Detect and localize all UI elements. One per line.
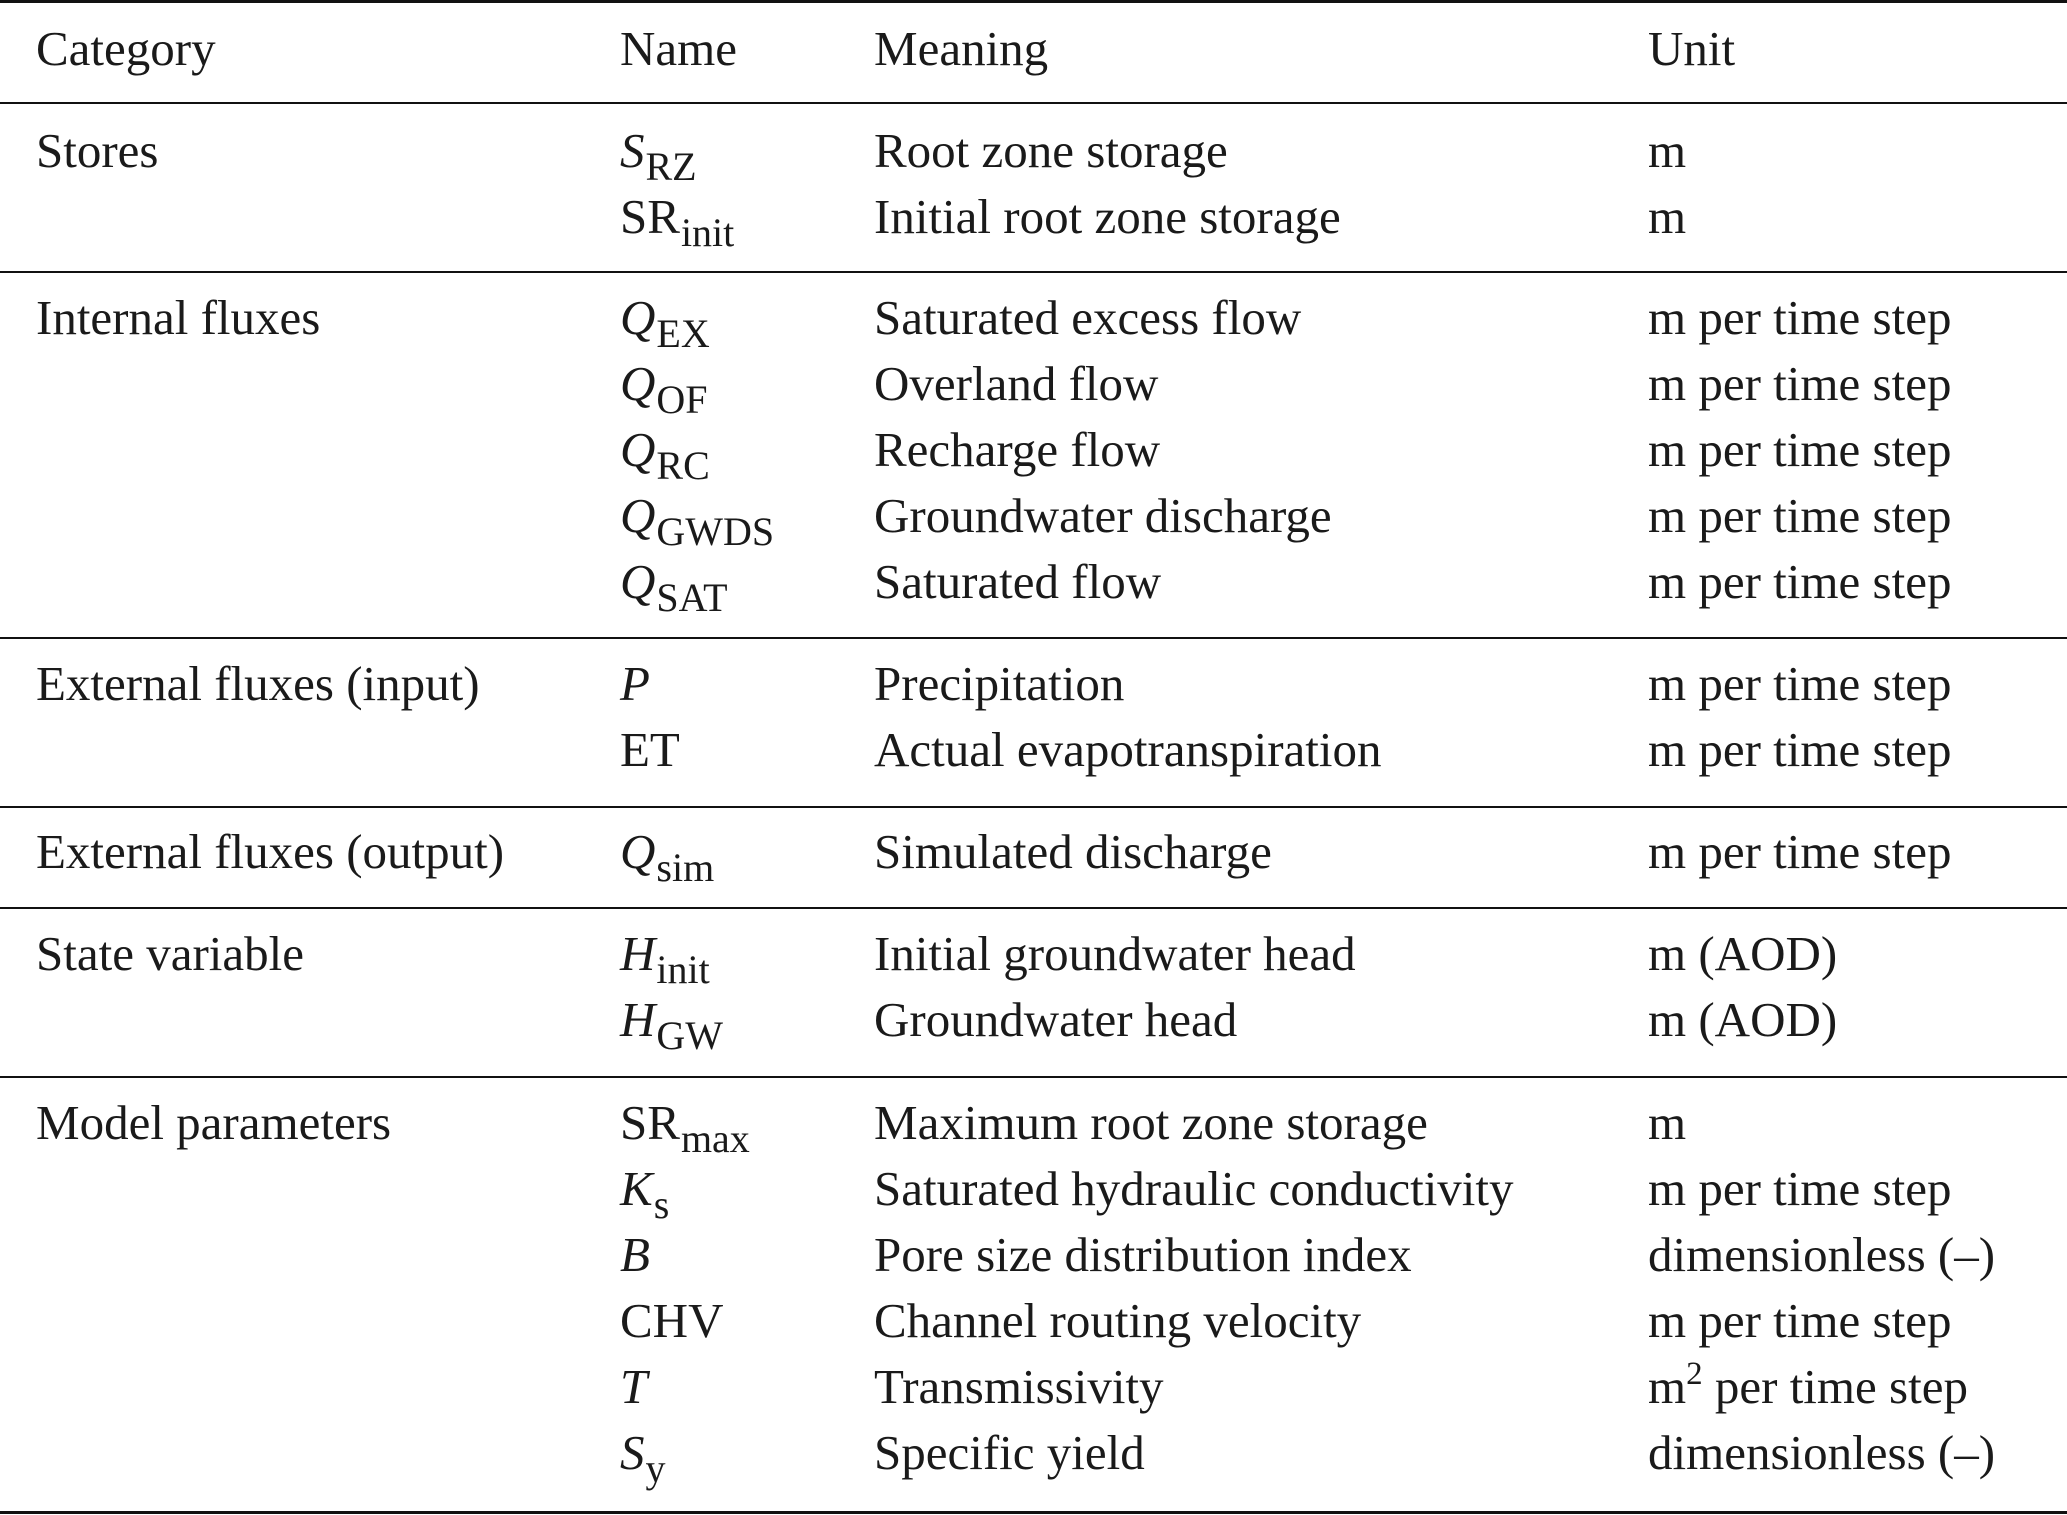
symbol-subscript: init [680, 210, 735, 255]
meaning-cell: Overland flow [874, 356, 1159, 411]
symbol-cell [620, 549, 728, 618]
unit-cell: m per time step [1648, 554, 1952, 609]
symbol-main: P [620, 656, 650, 711]
table-row [0, 1156, 2067, 1227]
meaning-cell: Pore size distribution index [874, 1227, 1412, 1282]
unit-cell: m per time step [1648, 722, 1952, 777]
meaning-cell: Precipitation [874, 656, 1125, 711]
symbol-cell [620, 921, 710, 990]
table-row [0, 1420, 2067, 1491]
symbol-main: H [620, 926, 656, 981]
table-row [0, 717, 2067, 783]
table-row [0, 819, 2067, 890]
meaning-cell: Saturated flow [874, 554, 1162, 609]
symbol-cell [620, 651, 650, 717]
table-row [0, 1354, 2067, 1420]
symbol-cell [620, 819, 714, 888]
symbol-subscript: EX [656, 311, 710, 356]
unit-cell: m [1648, 123, 1687, 178]
symbol-cell [620, 1090, 750, 1159]
meaning-cell: Actual evapotranspiration [874, 722, 1382, 777]
table-row [0, 285, 2067, 356]
table-row [0, 1288, 2067, 1354]
meaning-cell: Initial groundwater head [874, 926, 1356, 981]
unit-superscript: 2 [1686, 1356, 1703, 1392]
symbol-main: ET [620, 722, 680, 777]
meaning-cell: Transmissivity [874, 1359, 1164, 1414]
unit-cell: m per time step [1648, 656, 1952, 711]
table-row [0, 483, 2067, 554]
symbol-main: Q [620, 356, 656, 411]
symbol-main: Q [620, 422, 656, 477]
symbol-cell [620, 1354, 647, 1420]
group-rule-state-variable [0, 1076, 2067, 1078]
category-cell: External fluxes (output) [36, 824, 505, 879]
group-rule-external-input [0, 806, 2067, 808]
symbol-subscript: OF [656, 377, 708, 422]
symbol-main: Q [620, 554, 656, 609]
header-unit: Unit [1648, 21, 1736, 76]
meaning-cell: Simulated discharge [874, 824, 1272, 879]
category-cell: State variable [36, 926, 305, 981]
unit-cell: $m^2$ per time step [1648, 1356, 1968, 1414]
meaning-cell: Groundwater discharge [874, 488, 1332, 543]
unit-cell: m (AOD) [1648, 926, 1838, 981]
symbol-main: SR [620, 189, 680, 244]
table-row [0, 118, 2067, 189]
meaning-cell: Recharge flow [874, 422, 1161, 477]
symbol-subscript: GW [656, 1013, 724, 1058]
meaning-cell: Initial root zone storage [874, 189, 1341, 244]
symbol-subscript: y [645, 1446, 666, 1491]
symbol-main: Q [620, 488, 656, 543]
table-row [0, 351, 2067, 422]
unit-cell: m per time step [1648, 1293, 1952, 1348]
symbol-main: S [620, 123, 645, 178]
symbol-subscript: s [653, 1182, 670, 1227]
unit-cell: m per time step [1648, 290, 1952, 345]
meaning-cell: Root zone storage [874, 123, 1228, 178]
unit-cell: m [1648, 189, 1687, 244]
table-row [0, 417, 2067, 488]
symbol-main: H [620, 992, 656, 1047]
symbol-main: T [620, 1359, 648, 1414]
header-category: Category [36, 21, 216, 76]
meaning-cell: Channel routing velocity [874, 1293, 1362, 1348]
unit-cell: dimensionless (–) [1648, 1227, 1996, 1282]
meaning-cell: Maximum root zone storage [874, 1095, 1428, 1150]
unit-cell: m per time step [1648, 488, 1952, 543]
symbol-cell [620, 1222, 650, 1288]
group-rule-external-output [0, 907, 2067, 909]
category-cell: Stores [36, 123, 159, 178]
table-row [0, 651, 2067, 717]
symbol-cell [620, 285, 710, 354]
group-rule-stores [0, 271, 2067, 273]
unit-cell: m per time step [1648, 422, 1952, 477]
header-rule [0, 102, 2067, 104]
symbol-main: S [620, 1425, 645, 1480]
unit-cell: m (AOD) [1648, 992, 1838, 1047]
symbol-main: Q [620, 290, 656, 345]
symbol-subscript: max [680, 1116, 750, 1161]
symbol-cell [620, 184, 734, 253]
table-row [0, 549, 2067, 620]
unit-cell: m per time step [1648, 1161, 1952, 1216]
symbol-main: SR [620, 1095, 680, 1150]
symbol-main: K [620, 1161, 653, 1216]
symbol-cell [620, 1288, 723, 1354]
category-cell: Internal fluxes [36, 290, 321, 345]
symbol-cell [620, 987, 723, 1056]
symbol-main: CHV [620, 1293, 724, 1348]
symbol-main: Q [620, 824, 656, 879]
symbol-subscript: RZ [645, 144, 697, 189]
symbol-cell [620, 351, 708, 420]
table-row [0, 1222, 2067, 1288]
table-row [0, 1090, 2067, 1161]
symbol-cell [620, 1420, 666, 1489]
symbol-cell [620, 1156, 669, 1225]
symbol-cell [620, 118, 697, 187]
meaning-cell: Specific yield [874, 1425, 1145, 1480]
symbol-subscript: GWDS [656, 509, 775, 554]
unit-cell: m per time step [1648, 356, 1952, 411]
symbol-subscript: sim [656, 845, 715, 890]
category-cell: External fluxes (input) [36, 656, 480, 711]
symbol-cell [620, 717, 680, 783]
unit-cell: m [1648, 1095, 1687, 1150]
symbol-subscript: RC [656, 443, 710, 488]
table-row [0, 184, 2067, 255]
table-row [0, 921, 2067, 992]
symbol-main: B [620, 1227, 650, 1282]
bottom-rule [0, 1511, 2067, 1514]
table-row [0, 987, 2067, 1058]
header-row [0, 16, 2067, 82]
symbol-subscript: init [656, 947, 710, 992]
header-name: Name [620, 21, 737, 76]
unit-cell: m per time step [1648, 824, 1952, 879]
symbol-subscript: SAT [656, 575, 728, 620]
meaning-cell: Saturated excess flow [874, 290, 1302, 345]
meaning-cell: Groundwater head [874, 992, 1238, 1047]
meaning-cell: Saturated hydraulic conductivity [874, 1161, 1514, 1216]
top-rule [0, 0, 2067, 3]
unit-cell: dimensionless (–) [1648, 1425, 1996, 1480]
symbol-cell [620, 483, 774, 552]
category-cell: Model parameters [36, 1095, 392, 1150]
symbol-cell [620, 417, 710, 486]
header-meaning: Meaning [874, 21, 1049, 76]
group-rule-internal-fluxes [0, 637, 2067, 639]
